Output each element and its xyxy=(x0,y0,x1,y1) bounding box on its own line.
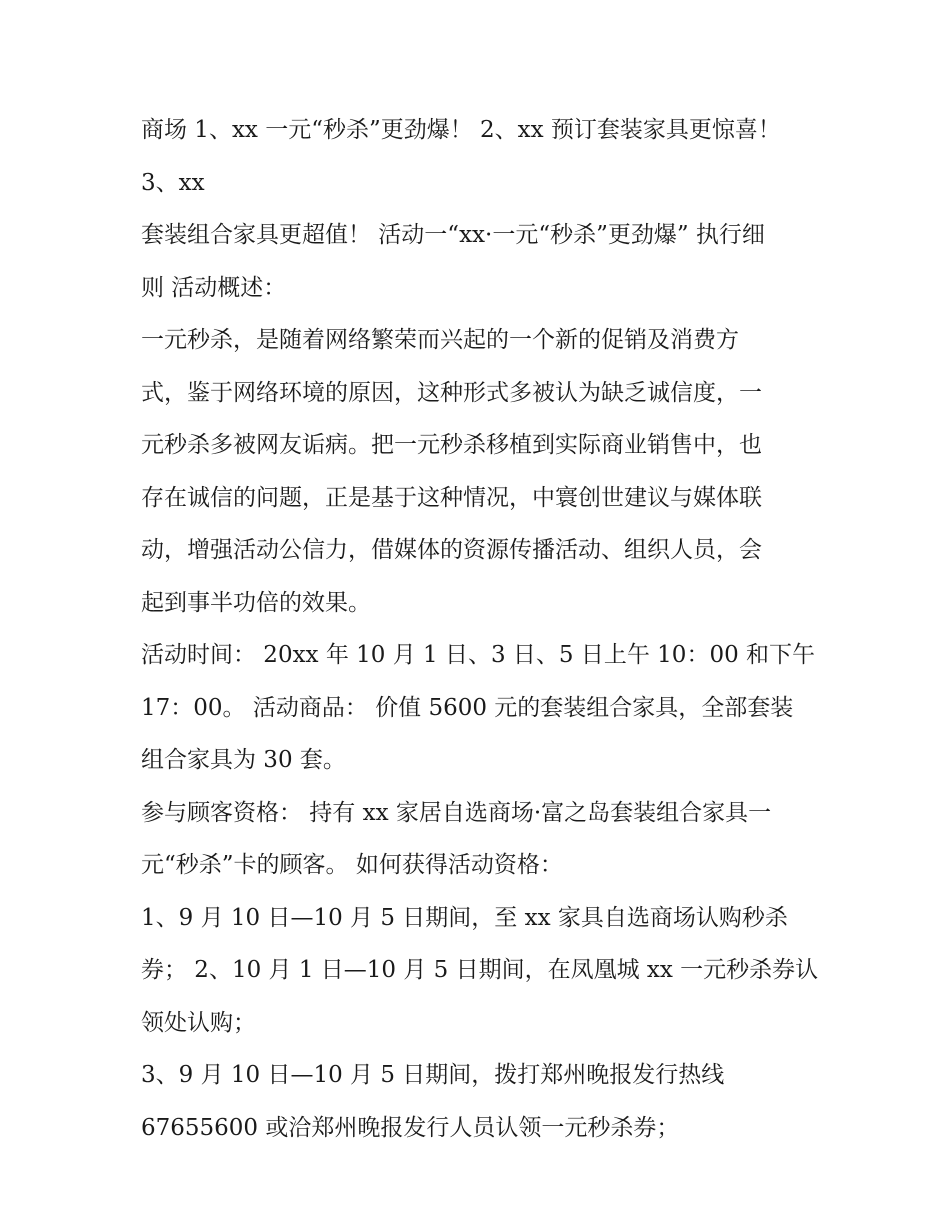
text-line: 元秒杀多被网友诟病。把一元秒杀移植到实际商业销售中，也 xyxy=(141,432,762,458)
text-line: 存在诚信的问题，正是基于这种情况，中寰创世建议与媒体联 xyxy=(141,484,762,511)
text-line: 3、xx xyxy=(141,169,205,196)
text-line: 3、9 月 10 日—10 月 5 日期间，拨打郑州晚报发行热线 xyxy=(141,1062,725,1088)
text-line: 组合家具为 30 套。 xyxy=(141,747,346,773)
document-body xyxy=(141,104,821,1154)
text-line: 17：00。 活动商品： 价值 5600 元的套装组合家具，全部套装 xyxy=(141,694,794,721)
text-line: 起到事半功倍的效果。 xyxy=(141,589,371,616)
text-line: 领处认购； xyxy=(141,1009,256,1036)
text-line: 一元秒杀，是随着网络繁荣而兴起的一个新的促销及消费方 xyxy=(141,327,739,353)
text-line: 式，鉴于网络环境的原因，这种形式多被认为缺乏诚信度，一 xyxy=(141,379,762,406)
text-line: 元“秒杀”卡的顾客。 如何获得活动资格： xyxy=(141,852,563,878)
text-line: 活动时间： 20xx 年 10 月 1 日、3 日、5 日上午 10：00 和下午 xyxy=(141,642,816,668)
text-line: 67655600 或洽郑州晚报发行人员认领一元秒杀券； xyxy=(141,1114,680,1141)
text-line: 商场 1、xx 一元“秒杀”更劲爆！ 2、xx 预订套装家具更惊喜！ xyxy=(141,117,781,143)
text-line: 券； 2、10 月 1 日—10 月 5 日期间，在凤凰城 xx 一元秒杀券认 xyxy=(141,957,819,983)
text-line: 套装组合家具更超值！ 活动一“xx·一元“秒杀”更劲爆” 执行细 xyxy=(141,222,765,248)
text-line: 参与顾客资格： 持有 xx 家居自选商场·富之岛套装组合家具一 xyxy=(141,799,772,826)
text-line: 动，增强活动公信力，借媒体的资源传播活动、组织人员，会 xyxy=(141,537,762,563)
text-line: 则 活动概述： xyxy=(141,274,287,301)
text-line: 1、9 月 10 日—10 月 5 日期间，至 xx 家具自选商场认购秒杀 xyxy=(141,904,788,931)
